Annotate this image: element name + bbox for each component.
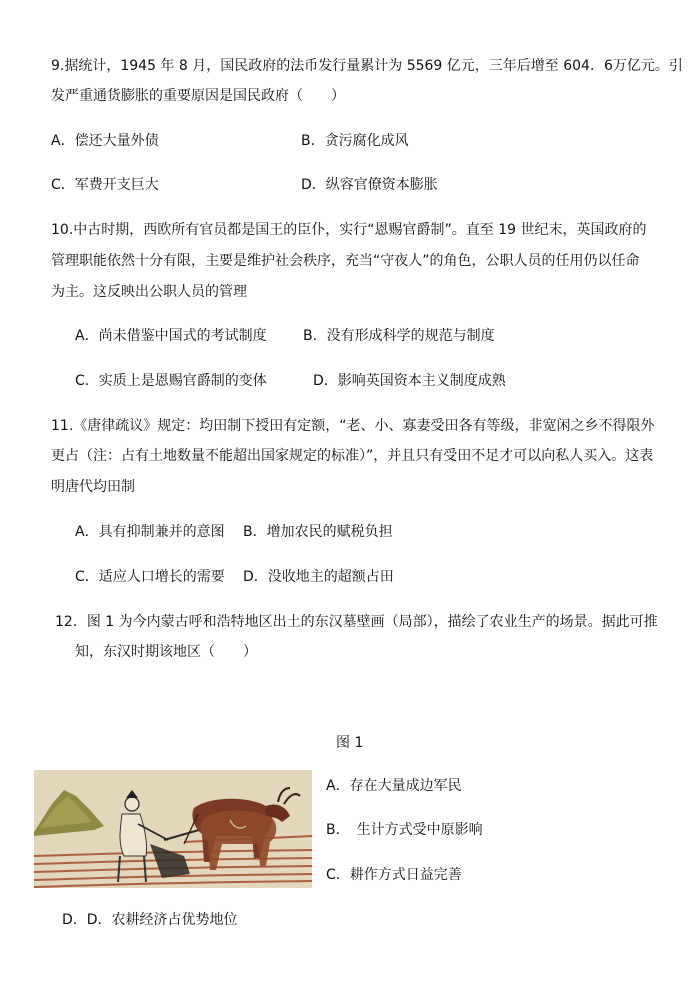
q11-line-3: 明唐代均田制 bbox=[51, 479, 135, 495]
q9-option-c: C．军费开支巨大 bbox=[51, 177, 159, 193]
q9-option-d: D．纵容官僚资本膨胀 bbox=[301, 177, 438, 193]
q11-option-b: B．增加农民的赋税负担 bbox=[243, 524, 393, 540]
q10-option-a: A．尚未借鉴中国式的考试制度 bbox=[75, 328, 267, 344]
q12-option-c: C．耕作方式日益完善 bbox=[326, 867, 462, 883]
q10-option-b: B．没有形成科学的规范与制度 bbox=[303, 328, 495, 344]
q10-option-c: C．实质上是恩赐官爵制的变体 bbox=[75, 373, 267, 389]
q11-option-d: D．没收地主的超额占田 bbox=[243, 569, 394, 585]
q9-line-1: 9.据统计，1945 年 8 月，国民政府的法币发行量累计为 5569 亿元，三年后增至 604．6万亿元。引 bbox=[51, 58, 683, 74]
q10-line-1: 10.中古时期，西欧所有官员都是国王的臣仆，实行“恩赐官爵制”。直至 19 世纪末，英国政府的 bbox=[51, 222, 647, 238]
q12-line-2: 知，东汉时期该地区（ ） bbox=[75, 644, 257, 660]
q10-line-2: 管理职能依然十分有限，主要是维护社会秩序，充当“守夜人”的角色，公职人员的任用仍以任命 bbox=[51, 253, 640, 269]
q11-option-c: C．适应人口增长的需要 bbox=[75, 569, 225, 585]
q11-line-2: 更占（注：占有土地数量不能超出国家规定的标准）”，并且只有受田不足才可以向私人买入。这表 bbox=[51, 448, 654, 464]
q11-line-1: 11.《唐律疏议》规定：均田制下授田有定额，“老、小、寡妻受田各有等级，非宽闲之乡不得限外 bbox=[51, 418, 655, 434]
q9-line-2: 发严重通货膨胀的重要原因是国民政府（ ） bbox=[51, 88, 345, 104]
q9-option-b: B．贪污腐化成风 bbox=[301, 133, 409, 149]
q12-option-b: B． 生计方式受中原影响 bbox=[326, 822, 483, 838]
figure-caption: 图 1 bbox=[336, 735, 364, 751]
q12-option-a: A．存在大量成边军民 bbox=[326, 778, 462, 794]
q11-option-a: A．具有抑制兼并的意图 bbox=[75, 524, 225, 540]
q12-option-d: D．D．农耕经济占优势地位 bbox=[62, 912, 238, 928]
q10-option-d: D．影响英国资本主义制度成熟 bbox=[313, 373, 506, 389]
q12-line-1: 12．图 1 为今内蒙古呼和浩特地区出土的东汉墓壁画（局部），描绘了农业生产的场景。据此可推 bbox=[55, 614, 658, 630]
q10-line-3: 为主。这反映出公职人员的管理 bbox=[51, 284, 247, 300]
q9-option-a: A．偿还大量外债 bbox=[51, 133, 159, 149]
han-mural-ploughing-image bbox=[34, 770, 312, 888]
